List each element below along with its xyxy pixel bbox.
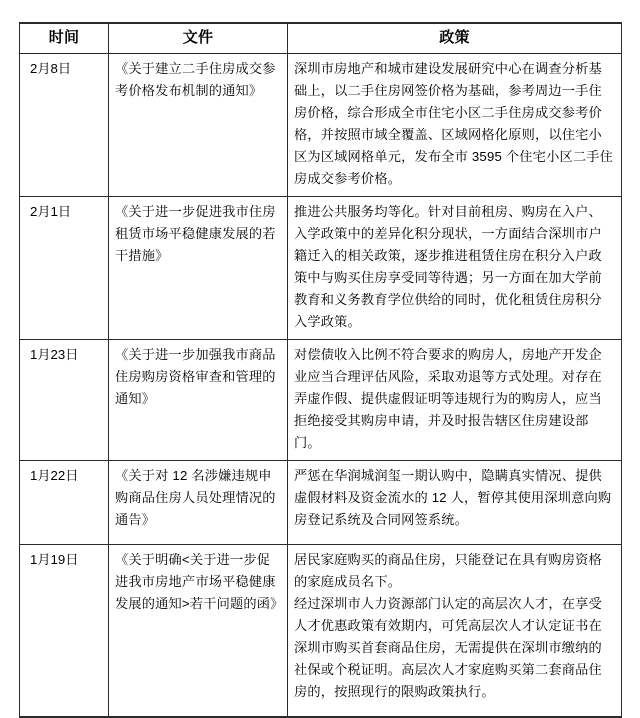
table-row: [20, 54, 622, 197]
cell-policy: [288, 545, 622, 718]
cell-document: 《关于进一步加强我市商品住房购房资格审查和管理的通知》: [109, 340, 288, 461]
cell-document: 《关于建立二手住房成交参考价格发布机制的通知》: [109, 54, 288, 197]
cell-policy: 严惩在华润城润玺一期认购中，隐瞒真实情况、提供虚假材料及资金流水的 12 人，暂停其使用深圳意向购房登记系统及合同网签系统。: [288, 461, 622, 545]
cell-policy: 深圳市房地产和城市建设发展研究中心在调查分析基础上，以二手住房网签价格为基础，参考周边一手住房价格，综合形成全市住宅小区二手住房成交参考价格，并按照市域全覆盖、区域网格化原则，以住宅小区为区域网格单元，发布全市 3595 个住宅小区二手住房成交参考价格。: [288, 54, 622, 197]
table-header: [20, 23, 622, 54]
cell-document: 《关于明确<关于进一步促进我市房地产市场平稳健康发展的通知>若干问题的函》: [109, 545, 288, 718]
cell-document: 《关于对 12 名涉嫌违规申购商品住房人员处理情况的通告》: [109, 461, 288, 545]
cell-time: 1月22日: [20, 461, 109, 545]
column-header-time: 时间: [20, 23, 109, 54]
cell-policy: 推进公共服务均等化。针对目前租房、购房在入户、入学政策中的差异化积分现状，一方面结合深圳市户籍迁入的相关政策，逐步推进租赁住房在积分入户政策中与购买住房享受同等待遇；另一方面在加大学前教育和义务教育学位供给的同时，优化租赁住房积分入学政策。: [288, 197, 622, 340]
cell-time: 1月23日: [20, 340, 109, 461]
policy-paragraph: 经过深圳市人力资源部门认定的高层次人才，在享受人才优惠政策有效期内，可凭高层次人才认定证书在深圳市购买首套商品住房，无需提供在深圳市缴纳的社保或个税证明。高层次人才家庭购买第二套商品住房的，按照现行的限购政策执行。: [294, 596, 602, 699]
cell-time: 2月8日: [20, 54, 109, 197]
table-header-row: [20, 23, 622, 54]
cell-document: 《关于进一步促进我市住房租赁市场平稳健康发展的若干措施》: [109, 197, 288, 340]
table-body: [20, 54, 622, 718]
cell-time: 1月19日: [20, 545, 109, 718]
policy-paragraph: 居民家庭购买的商品住房，只能登记在具有购房资格的家庭成员名下。: [294, 552, 602, 589]
table-row: [20, 545, 622, 718]
policy-table: [19, 22, 622, 718]
column-header-document: 文件: [109, 23, 288, 54]
cell-time: 2月1日: [20, 197, 109, 340]
table-row: [20, 461, 622, 545]
table-row: [20, 197, 622, 340]
table-row: [20, 340, 622, 461]
column-header-policy: 政策: [288, 23, 622, 54]
cell-policy: 对偿债收入比例不符合要求的购房人，房地产开发企业应当合理评估风险，采取劝退等方式处理。对存在弄虚作假、提供虚假证明等违规行为的购房人，应当拒绝接受其购房申请，并及时报告辖区住房建设部门。: [288, 340, 622, 461]
